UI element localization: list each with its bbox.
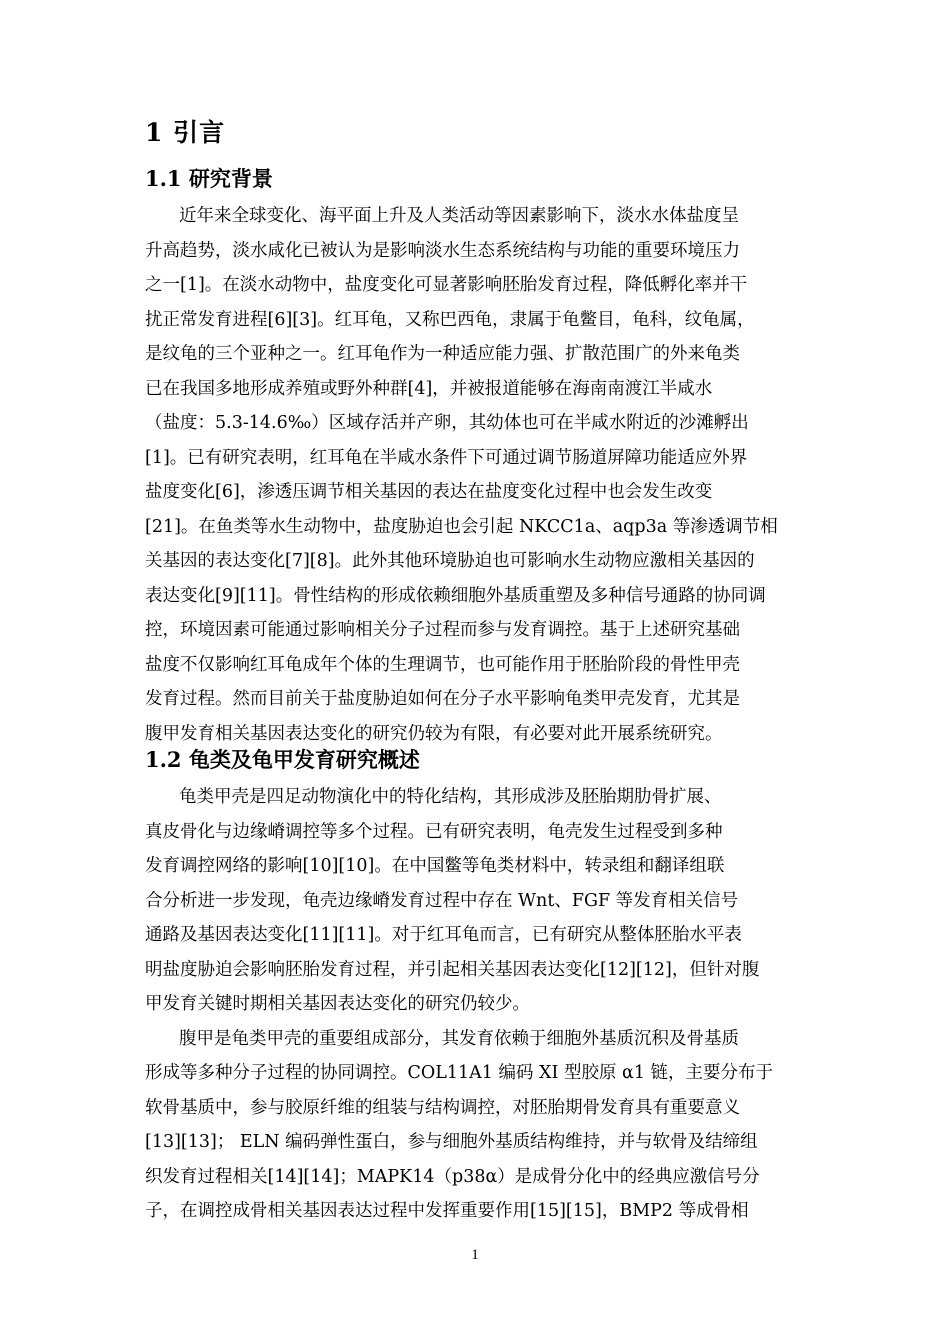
text-line: 通路及基因表达变化[11][11]。对于红耳龟而言，已有研究从整体胚胎水平表 (145, 925, 742, 945)
text-line: 近年来全球变化、海平面上升及人类活动等因素影响下，淡水水体盐度呈 (179, 206, 739, 226)
section-heading-1-1: 1.1 研究背景 (145, 166, 273, 191)
section-heading-1-2: 1.2 龟类及龟甲发育研究概述 (145, 747, 420, 772)
text-line: 升高趋势，淡水咸化已被认为是影响淡水生态系统结构与功能的重要环境压力 (145, 240, 740, 261)
text-line: 腹甲是龟类甲壳的重要组成部分，其发育依赖于细胞外基质沉积及骨基质 (179, 1028, 739, 1049)
text-line: 发育调控网络的影响[10][10]。在中国鳖等龟类材料中，转录组和翻译组联 (145, 856, 725, 876)
text-line: [13][13]； ELN 编码弹性蛋白，参与细胞外基质结构维持，并与软骨及结缔组 (145, 1132, 758, 1152)
text-line: 扰正常发育进程[6][3]。红耳龟，又称巴西龟，隶属于龟鳖目，龟科，纹龟属， (145, 309, 755, 330)
text-line: 盐度变化[6]，渗透压调节相关基因的表达在盐度变化过程中也会发生改变 (145, 482, 713, 502)
text-line: 真皮骨化与边缘嵴调控等多个过程。已有研究表明，龟壳发生过程受到多种 (145, 821, 723, 842)
text-line: 已在我国多地形成养殖或野外种群[4]，并被报道能够在海南南渡江半咸水 (145, 378, 713, 399)
text-line: 甲发育关键时期相关基因表达变化的研究仍较少。 (145, 994, 530, 1014)
text-line: 之一[1]。在淡水动物中，盐度变化可显著影响胚胎发育过程，降低孵化率并干 (145, 275, 748, 295)
chapter-heading: 1 引言 (145, 118, 226, 147)
text-line: [1]。已有研究表明，红耳龟在半咸水条件下可通过调节肠道屏障功能适应外界 (145, 447, 748, 468)
text-line: 关基因的表达变化[7][8]。此外其他环境胁迫也可影响水生动物应激相关基因的 (145, 551, 755, 571)
text-line: 子，在调控成骨相关基因表达过程中发挥重要作用[15][15]，BMP2 等成骨相 (145, 1201, 749, 1221)
text-line: 龟类甲壳是四足动物演化中的特化结构，其形成涉及胚胎期肋骨扩展、 (179, 787, 722, 807)
text-line: 控，环境因素可能通过影响相关分子过程而参与发育调控。基于上述研究基础 (145, 620, 740, 640)
text-line: 表达变化[9][11]。骨性结构的形成依赖细胞外基质重塑及多种信号通路的协同调 (145, 585, 766, 606)
text-line: 是纹龟的三个亚种之一。红耳龟作为一种适应能力强、扩散范围广的外来龟类 (145, 344, 740, 364)
text-line: 腹甲发育相关基因表达变化的研究仍较为有限，有必要对此开展系统研究。 (145, 723, 723, 744)
text-line: （盐度：5.3-14.6‰）区域存活并产卵，其幼体也可在半咸水附近的沙滩孵出 (145, 413, 749, 433)
page-number: 1 (471, 1247, 479, 1263)
text-line: 形成等多种分子过程的协同调控。COL11A1 编码 XI 型胶原 α1 链，主要分布于 (145, 1063, 774, 1083)
text-line: 合分析进一步发现，龟壳边缘嵴发育过程中存在 Wnt、FGF 等发育相关信号 (145, 890, 739, 911)
text-line: 软骨基质中，参与胶原纤维的组装与结构调控，对胚胎期骨发育具有重要意义 (145, 1097, 740, 1118)
text-line: 明盐度胁迫会影响胚胎发育过程，并引起相关基因表达变化[12][12]，但针对腹 (145, 959, 760, 980)
text-line: 盐度不仅影响红耳龟成年个体的生理调节，也可能作用于胚胎阶段的骨性甲壳 (145, 654, 740, 675)
text-line: 发育过程。然而目前关于盐度胁迫如何在分子水平影响龟类甲壳发育，尤其是 (145, 689, 740, 709)
text-line: [21]。在鱼类等水生动物中，盐度胁迫也会引起 NKCC1a、aqp3a 等渗透调节相 (145, 516, 778, 537)
text-line: 织发育过程相关[14][14]；MAPK14（p38α）是成骨分化中的经典应激信号分 (145, 1166, 760, 1187)
